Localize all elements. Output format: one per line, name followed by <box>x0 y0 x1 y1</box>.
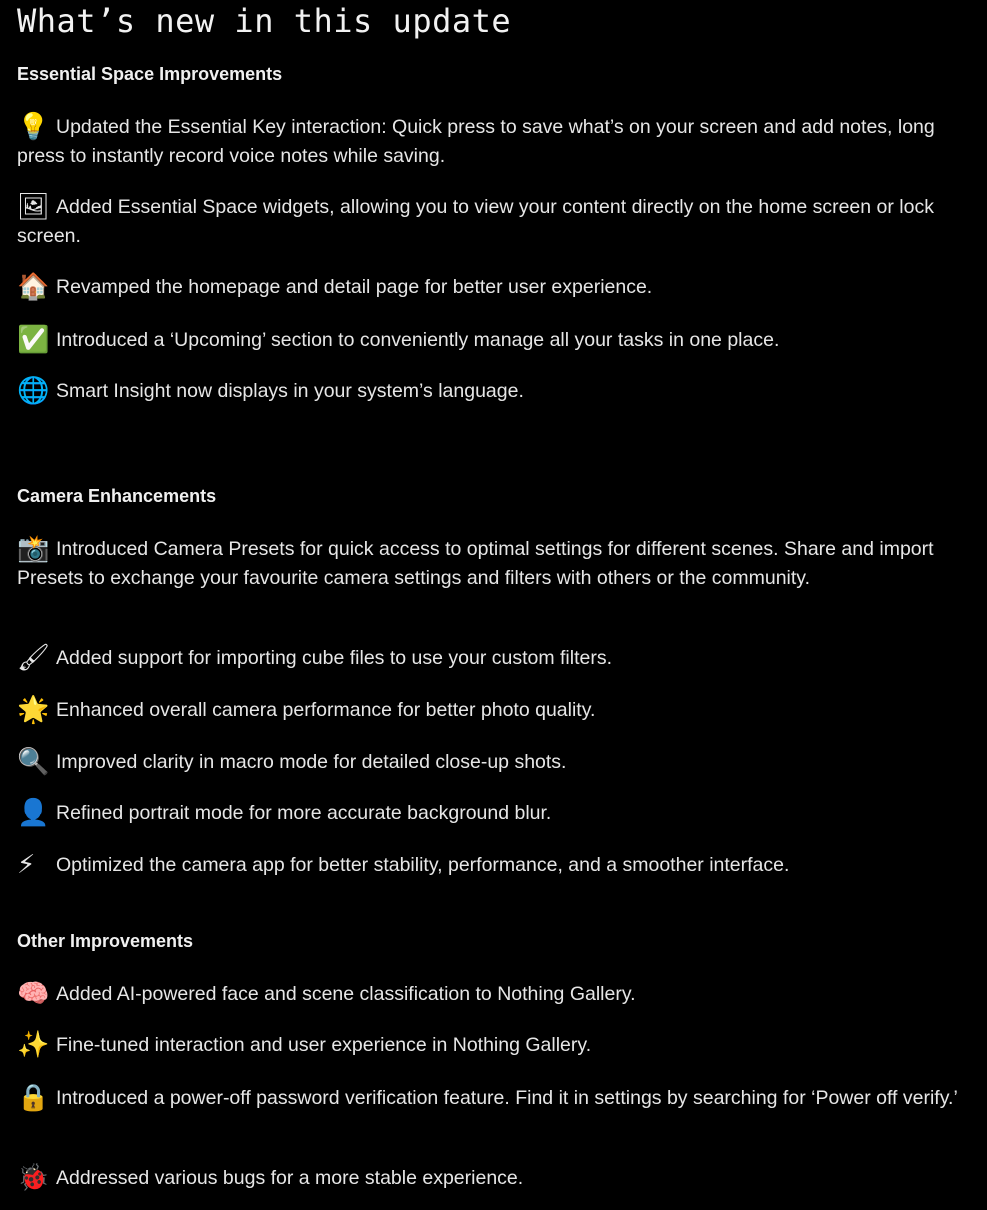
light-bulb-icon: 💡 <box>17 112 50 142</box>
list-item <box>17 193 967 251</box>
list-item-text: Improved clarity in macro mode for detailed close-up shots. <box>56 751 567 773</box>
list-item-text: Smart Insight now displays in your system’s language. <box>56 380 524 402</box>
paintbrush-icon: 🖌 <box>17 643 51 673</box>
list-item-text: Optimized the camera app for better stability, performance, and a smoother interface. <box>56 854 790 876</box>
sparkles-icon: ✨ <box>17 1030 50 1060</box>
list-item <box>17 748 967 777</box>
list-item <box>17 696 967 725</box>
list-item-text: Added AI-powered face and scene classification to Nothing Gallery. <box>56 983 636 1005</box>
list-item <box>17 377 967 406</box>
list-item <box>17 326 967 355</box>
ladybug-icon: 🐞 <box>17 1163 50 1193</box>
picture-frame-icon: 🖼 <box>17 192 51 222</box>
glowing-star-icon: 🌟 <box>17 695 50 725</box>
list-item-text: Revamped the homepage and detail page for better user experience. <box>56 276 653 298</box>
list-item <box>17 1164 967 1193</box>
check-mark-icon: ✅ <box>17 325 50 355</box>
section-title-other: Other Improvements <box>17 931 194 951</box>
list-item <box>17 851 967 880</box>
magnifying-glass-icon: 🔍 <box>17 747 50 777</box>
list-item-text: Updated the Essential Key interaction: Quick press to save what’s on your screen and add notes, long press to instantly record voice notes while saving. <box>17 116 935 167</box>
list-item <box>17 1031 967 1060</box>
list-item <box>17 644 967 673</box>
list-item <box>17 980 967 1009</box>
person-silhouette-icon: 👤 <box>17 798 50 828</box>
list-item <box>17 273 967 302</box>
list-item-text: Fine-tuned interaction and user experience in Nothing Gallery. <box>56 1034 592 1056</box>
list-item-text: Refined portrait mode for more accurate background blur. <box>56 802 552 824</box>
list-item-text: Enhanced overall camera performance for better photo quality. <box>56 699 596 721</box>
list-item <box>17 113 967 171</box>
camera-flash-icon: 📸 <box>17 534 50 564</box>
section-title-camera: Camera Enhancements <box>17 486 217 506</box>
section-title-essential-space: Essential Space Improvements <box>17 64 283 84</box>
list-item-text: Introduced Camera Presets for quick access to optimal settings for different scenes. Share and import Presets to exchange your favourite camera settings and filters with others or the community. <box>17 538 934 589</box>
list-item <box>17 799 967 828</box>
list-item-text: Addressed various bugs for a more stable experience. <box>56 1167 524 1189</box>
list-item-text: Added Essential Space widgets, allowing you to view your content directly on the home screen or lock screen. <box>17 196 934 247</box>
list-item <box>17 535 967 593</box>
lock-icon: 🔒 <box>17 1083 50 1113</box>
list-item-text: Added support for importing cube files to use your custom filters. <box>56 647 613 669</box>
house-icon: 🏠 <box>17 272 50 302</box>
list-item <box>17 1084 967 1113</box>
globe-icon: 🌐 <box>17 376 50 406</box>
lightning-icon: ⚡ <box>17 850 36 880</box>
list-item-text: Introduced a ‘Upcoming’ section to conveniently manage all your tasks in one place. <box>56 329 780 351</box>
list-item-text: Introduced a power-off password verification feature. Find it in settings by searching for ‘Power off verify.’ <box>56 1087 958 1109</box>
page-title: What’s new in this update <box>17 2 512 40</box>
brain-icon: 🧠 <box>17 979 50 1009</box>
